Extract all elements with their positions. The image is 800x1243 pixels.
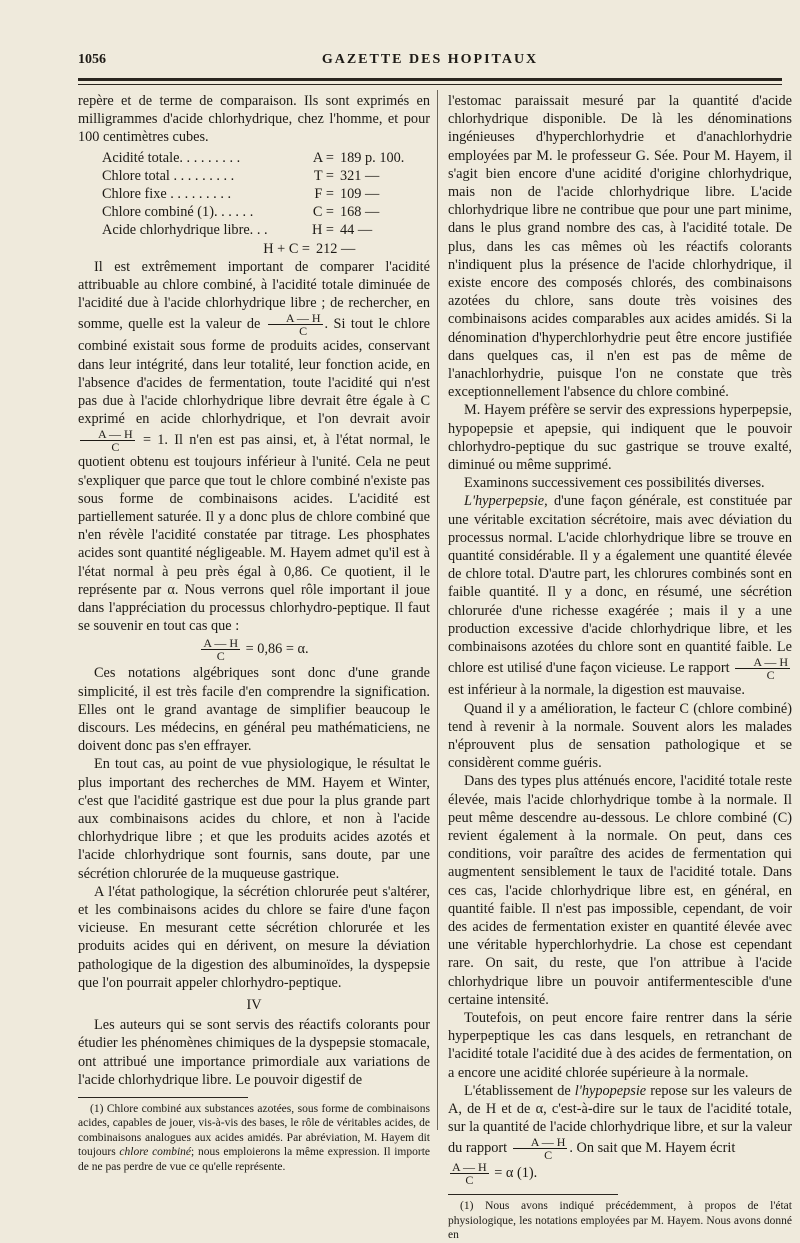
header-rule-thick [78,78,782,81]
left-column [78,92,430,1174]
section-heading: IV [246,997,262,1014]
column-divider [437,90,438,1130]
paragraph: Les auteurs qui se sont servis des réactifs colorants pour étudier les phénomènes chimiques de la dyspepsie stomacale, ont attribué une importance primordiale aux variations de l'acide chlorhydrique libre. Le pouvoir digestif de [78,1017,430,1088]
footnote: (1) Nous avons indiqué précédemment, à propos de l'état physiologique, les notations employées par M. Hayem. Nous avons donné en [448,1200,792,1242]
paragraph: repère et de terme de comparaison. Ils sont exprimés en milligrammes d'acide chlorhydrique, chez l'homme, et pour 100 centimètres cubes. [78,93,430,146]
table-row: Chlore total . . . . . . . . . T = 321 — [102,167,380,184]
paragraph: Ces notations algébriques sont donc d'une grande simplicité, il est très facile d'en comprendre la signification. Elles ont le grand avantage de simplifier beaucoup le discours. Les médecins, en général peu mathématiciens, ne doivent donc pas s'en effrayer. [78,665,430,755]
paragraph: A l'état pathologique, la sécrétion chlorurée peut s'altérer, et les combinaisons acides du chlore se faire d'une façon vicieuse. En mesurant cette sécrétion chlorurée et les produits acides qui en dérivent, on mesure la déviation pathologique de la digestion des albuminoïdes, la dyspepsie que l'on pourrait appeler chlorhydro-peptique. [78,883,430,991]
page-header [78,52,782,74]
fraction: $\frac{A — H}{C}$ [80,428,135,453]
paragraph: Examinons successivement ces possibilités diverses. [464,475,765,492]
table-row: Chlore fixe . . . . . . . . . F = 109 — [102,185,380,202]
fraction: $\frac{A — H}{C}$ [268,312,323,337]
right-column [448,92,792,1243]
fraction: $\frac{A — H}{C}$ [513,1136,568,1161]
page-number: 1056 [78,52,106,67]
paragraph: Quand il y a amélioration, le facteur C (chlore combiné) tend à revenir à la normale. Souvent alors les malades n'éprouvent plus de sensation pathologique et se considèrent comme guéris. [448,700,792,772]
footnote: (1) Chlore combiné aux substances azotées, sous forme de combinaisons acides, capables de jouer, vis-à-vis des bases, le rôle de véritables acides, de combinaisons analogues aux acides amidés. Par abréviation, M. Hayem dit toujours chlore combiné; nous emploierons la même expression. Il importe de ne pas perdre de vue ce qu'elle représente. [78,1103,431,1173]
header-rule-thin [78,84,782,85]
paragraph: M. Hayem préfère se servir des expressions hyperpepsie, hypopepsie et apepsie, qui indiquent que le pouvoir chlorhydro-peptique du suc gastrique se trouve exalté, diminué ou même supprimé. [448,402,792,474]
fraction: $\frac{A — H}{C}$ [735,656,790,681]
paragraph: En tout cas, au point de vue physiologique, le résultat le plus important des recherches de MM. Hayem et Winter, c'est que l'acidité gastrique est due pour la plus grande part aux combinaisons acides du chlore, et non à l'acide chlorhydrique libre ; et que les produits acides azotés et l'acide chlorhydrique sont fournis, sans doute, par une sécrétion chlorurée de la muqueuse gastrique. [78,756,430,882]
acidity-table [78,149,430,258]
table-row: Chlore combiné (1). . . . . . C = 168 — [102,204,380,221]
footnote-rule [78,1097,248,1098]
fraction: $\frac{A — H}{C}$ [452,1160,487,1188]
paragraph: Toutefois, on peut encore faire rentrer dans la série hyperpeptique les cas dans lesquels, en retranchant de l'acidité totale l'acidité due à des acides de fermentation, on a encore une acidité chlorée supérieure à la normale. [448,1009,792,1081]
journal-title: GAZETTE DES HOPITAUX [321,52,539,67]
paragraph: L'établissement de l'hypopepsie repose sur les valeurs de A, de H et de α, c'est-à-dire sur le taux de l'acidité totale, sur la quantité de l'acide chlorhydrique libre, et sur la valeur du rapport $\frac{A — H}{C}$ . On sait que M. Hayem écrit [448,1082,793,1163]
paragraph: Dans des types plus atténués encore, l'acidité totale reste élevée, mais l'acide chlorhydrique tombe à la normale. Il peut même descendre au-dessous. Le chlore combiné (C) revient également à la normale. On peut, dans ces conditions, voir paraître des acides de fermentation qui augmentent sensiblement le taux de l'acidité totale. Dans ces cas, l'acide chlorhydrique libre est, en général, en quantité faible. Il n'est pas impossible, cependant, de voir des acides de fermentation exister en quantité élevée avec une véritable hyperchlorhydrie. La chose est cependant rare. On sait, du reste, que l'on attribue à l'acide chlorhydrique libre un pouvoir antifermentescible d'une certaine intensité. [448,773,792,1008]
paragraph: Il est extrêmement important de comparer l'acidité attribuable au chlore combiné, à l'acidité totale diminuée de l'acidité due à l'acide chlorhydrique libre ; de rechercher, en somme, quelle est la valeur de $\frac{A — H}{C}$ . Si tout le chlore combiné existait sous forme de produits acides, conservant dans leur intégrité, dans leur totalité, leur fonction acide, en l'absence d'acides de fermentation, toute l'acidité qui n'est pas due à l'acide chlorhydrique libre devrait être égale à C exprimé en acide chlorhydrique, et l'on devrait avoir $\frac{A — H}{C}$ = 1. Il n'en est pas ainsi, et, à l'état normal, le quotient obtenu est toujours inférieur à l'unité. Cela ne peut s'expliquer que parce que tout le chlore combiné n'existe pas sous forme de combinaisons acides. L'acidité est partiellement saturée. Il y a donc plus de chlore combiné que n'en révèle l'acidité constatée par titrage. Les phosphates acides sont quantité négligeable. M. Hayem admet qu'il est à l'état normal à peu près égal à 0,86. Ce quotient, il le représente par α. Nous verrons quel rôle important il joue dans l'appréciation du processus chlorhydro-peptique. Il faut se souvenir en tout cas que : [78,258,431,635]
table-row: Acide chlorhydrique libre. . . H = 44 — [102,222,373,239]
paragraph: l'estomac paraissait mesuré par la quantité d'acide chlorhydrique disponible. De là les dénominations ingénieuses d'hyperchlorhydrie et d'anachlorhydrie employées par M. le professeur G. Sée. Pour M. Hayem, il s'agit bien encore d'une acidité d'origine chlorhydrique, mais non de l'acide chlorhydrique libre. L'acide chlorhydrique libre ne contribue que pour une part minime, dans le plus grand nombre des cas, à l'acidité totale. De plus, dans les cas mêmes où les réactifs colorants n'indiquent plus la présence de l'acide chlorhydrique, il existe encore des composés chlorés, des combinaisons azotées du chlore, sans doute très voisines des combinaisons acides comparables aux acides amidés. Si la dénomination d'hyperchlorhydrie peut être encore justifiée dans quelques cas, il n'en est pas de même de l'anachlorhydrie, puisque l'on ne constate que très exceptionnellement l'absence du chlore combiné. [448,93,792,401]
table-row: Acidité totale. . . . . . . . . A = 189 p. 100. [102,149,405,166]
formula: $\frac{A — H}{C}$ = 0,86 = α. [203,636,309,664]
table-total-row: H + C = 212 — [263,240,356,257]
formula-line: $\frac{A — H}{C}$ = α (1). [452,1160,538,1188]
footnote-rule [448,1194,618,1195]
paragraph: L'hyperpepsie, d'une façon générale, est constituée par une véritable excitation sécrétoire, mais avec déviation du processus normal. L'acide chlorhydrique libre se trouve en quantité considérable. Il y a également une quantité élevée de chlore total. D'autre part, les chlorures combinés sont en faible quantité. Il y a donc, en résumé, une sécrétion chlorurée d'une richesse exagérée ; mais il y a une production excessive d'acide chlorhydrique libre, et les combinaisons azotées du chlore sont en quantité faible. Le chlore est utilisé d'une façon vicieuse. Le rapport $\frac{A — H}{C}$ est inférieur à la normale, la digestion est mauvaise. [448,493,792,699]
